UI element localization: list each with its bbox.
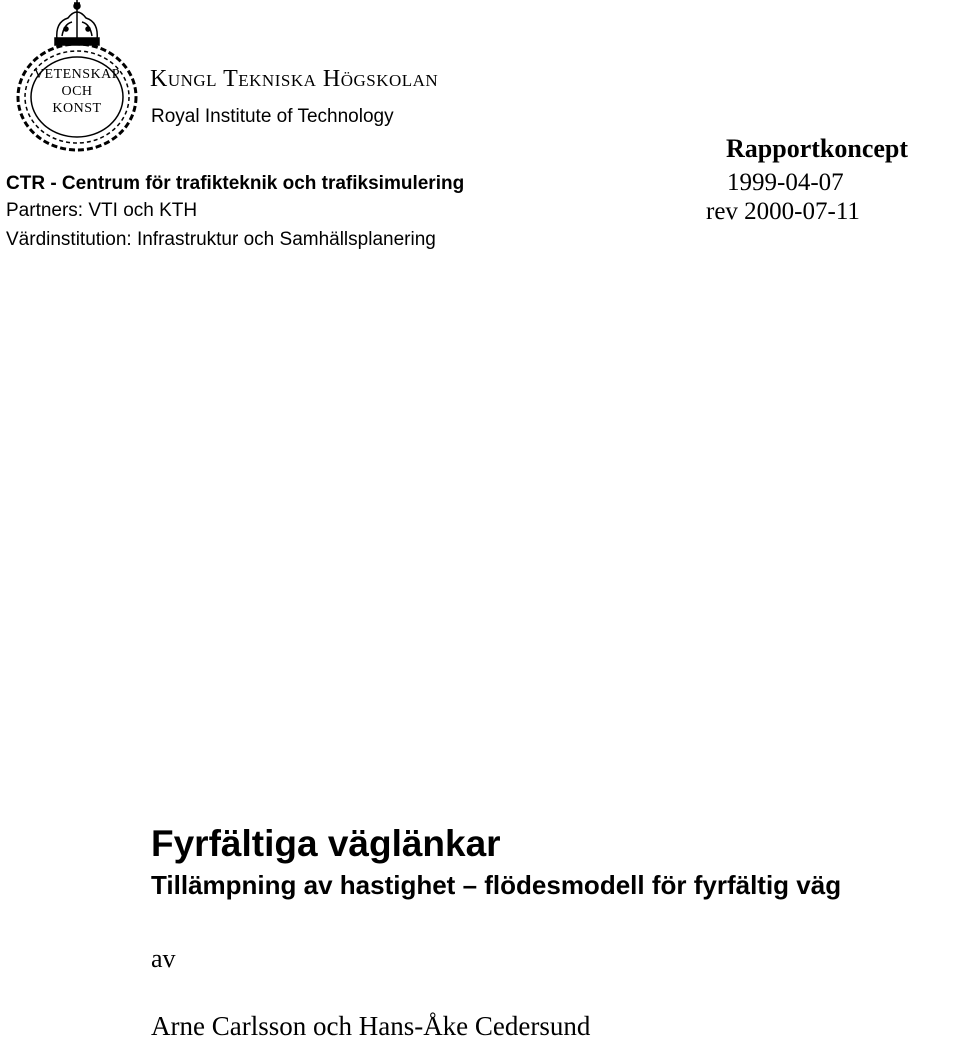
center-name: CTR - Centrum för trafikteknik och trafiksimulering [6,173,465,194]
host-institution: Värdinstitution: Infrastruktur och Samhällsplanering [6,229,436,250]
document-type: Rapportkoncept [726,134,909,163]
logo-text-line-3: KONST [52,101,102,116]
report-subtitle: Tillämpning av hastighet – flödesmodell för fyrfältig väg [151,870,842,900]
institution-subtitle: Royal Institute of Technology [151,106,394,127]
document-date: 1999-04-07 [727,169,844,196]
crown-icon [55,0,99,45]
logo-text-line-2: OCH [61,84,93,99]
logo-text-line-1: VETENSKAP [33,67,121,82]
kth-logo [10,0,144,158]
by-label: av [151,944,176,973]
revision-date: rev 2000-07-11 [706,198,860,225]
partners-line: Partners: VTI och KTH [6,200,198,221]
institution-name: Kungl Tekniska Högskolan [150,66,439,92]
report-title: Fyrfältiga väglänkar [151,823,501,864]
report-authors: Arne Carlsson och Hans-Åke Cedersund [151,1011,591,1041]
